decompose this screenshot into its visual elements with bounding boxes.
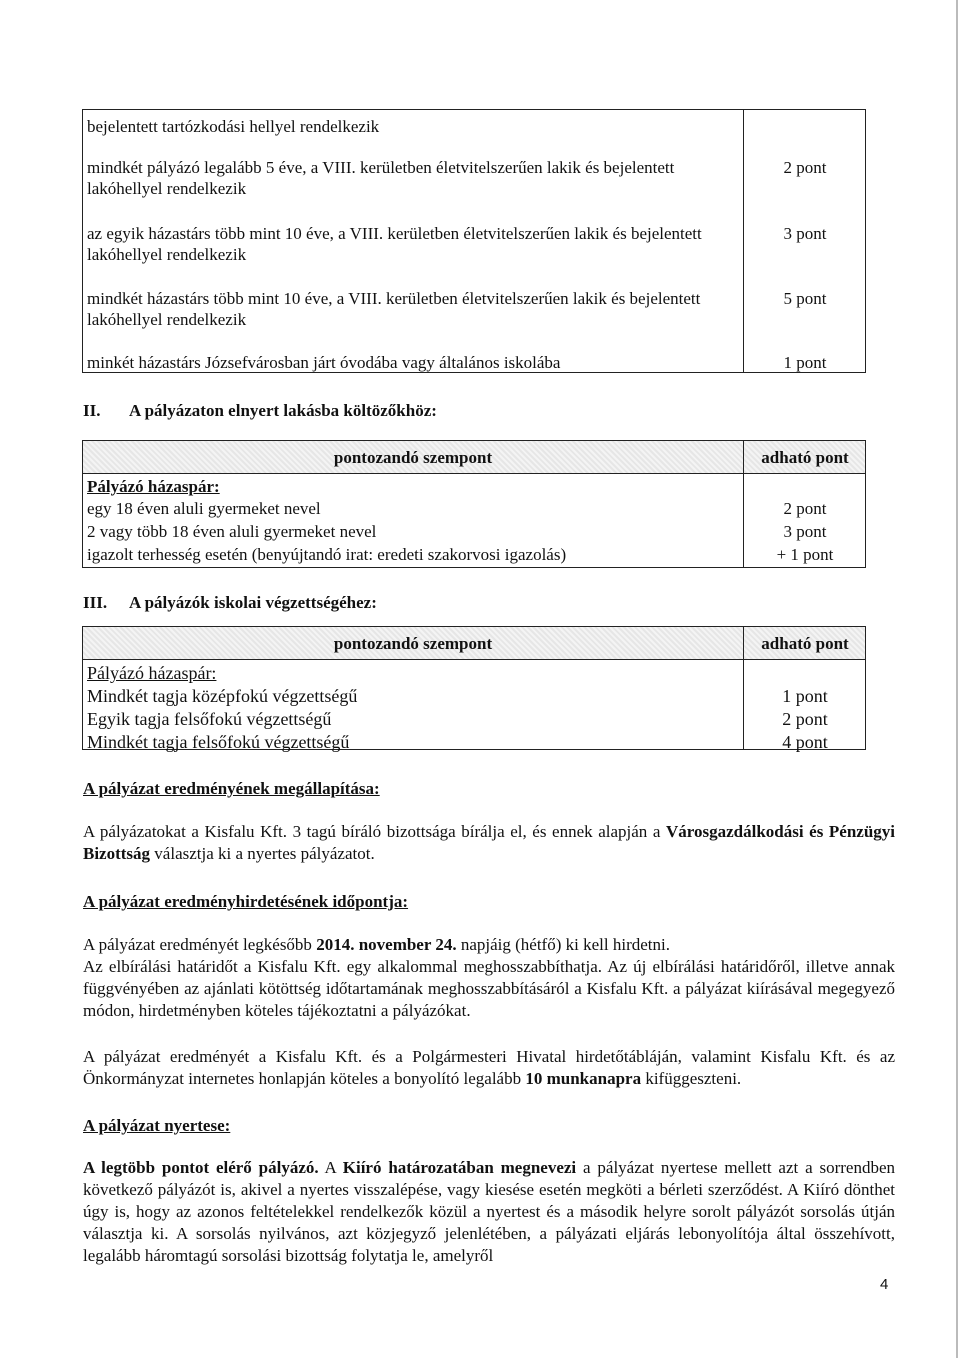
result-paragraph: A pályázatokat a Kisfalu Kft. 3 tagú bíráló bizottsága bírálja el, és ennek alapján a Városgazdálkodási és Pénzügyi Bizottság választja ki a nyertes pályázatot. bbox=[83, 822, 895, 863]
criterion-line: Mindkét tagja középfokú végzettségű bbox=[87, 686, 358, 706]
announcement-extension-paragraph: Az elbírálási határidőt a Kisfalu Kft. egy alkalommal meghosszabbíthatja. Az új elbírálási határidőről, illetve annak függvényében az ajánlati kötöttség időtartamának meghosszabbításáról a Kisfalu Kft. a pályázat kiírásával megegyező módon, hirdetményben köteles tájékoztatni a pályázókat. bbox=[83, 957, 895, 1020]
points-cell: 3 pont bbox=[783, 224, 827, 243]
points-line: + 1 pont bbox=[776, 545, 834, 564]
announcement-publication-paragraph: A pályázat eredményét a Kisfalu Kft. és a Polgármesteri Hivatal hirdetőtábláján, valamint Kisfalu Kft. és az Önkormányzat internetes honlapján köteles a bonyolító legalább 10 munkanapra kifüggeszteni. bbox=[83, 1047, 895, 1088]
points-line: 2 pont bbox=[783, 499, 827, 518]
header-criterion: pontozandó szempont bbox=[333, 448, 493, 467]
winner-paragraph: A legtöbb pontot elérő pályázó. A Kiíró határozatában megnevezi a pályázat nyertese mellett azt a sorrendben következő pályázót is, akivel a nyertes visszalépése, vagy kiesése esetén megköti a bérleti szerződést. A Kiíró dönthet úgy is, hogy az azonos feltételekkel rendelkezők közül a nyertest és a második helyre sorolt pályázót sorsolás útján választja ki. A sorsolás nyilvános, azt közjegyző jelenlétében, a pályázati eljárás lebonyolítója által összehívott, legalább háromtagú sorsolási bizottság folytatja le, amelyről bbox=[83, 1158, 895, 1265]
winner-heading: A pályázat nyertese: bbox=[83, 1116, 231, 1135]
move-in-points-table bbox=[82, 440, 866, 568]
points-line: 3 pont bbox=[783, 522, 827, 541]
education-points-table bbox=[82, 626, 866, 750]
points-cell: 1 pont bbox=[783, 353, 827, 372]
scan-edge-line bbox=[956, 0, 958, 1358]
points-line: 2 pont bbox=[782, 709, 828, 729]
section-title: A pályázók iskolai végzettségéhez: bbox=[129, 593, 377, 612]
criterion-cell: bejelentett tartózkodási hellyel rendelkezik bbox=[87, 117, 380, 136]
criterion-line: egy 18 éven aluli gyermeket nevel bbox=[87, 499, 321, 518]
points-line: 1 pont bbox=[782, 686, 828, 706]
subheading-applicant-couple: Pályázó házaspár: bbox=[87, 477, 220, 496]
criterion-cell: mindkét pályázó legalább 5 éve, a VIII. kerületben életvitelszerűen lakik és bejelentett lakóhellyel rendelkezik bbox=[87, 158, 675, 198]
announcement-heading: A pályázat eredményhirdetésének időpontja: bbox=[83, 892, 409, 911]
criterion-cell: mindkét házastárs több mint 10 éve, a VIII. kerületben életvitelszerűen lakik és bejelentett lakóhellyel rendelkezik bbox=[87, 289, 701, 329]
criterion-cell: az egyik házastárs több mint 10 éve, a VIII. kerületben életvitelszerűen lakik és bejelentett lakóhellyel rendelkezik bbox=[87, 224, 702, 264]
criterion-line: Egyik tagja felsőfokú végzettségű bbox=[87, 709, 332, 729]
subheading-applicant-couple: Pályázó házaspár: bbox=[87, 663, 217, 683]
result-heading: A pályázat eredményének megállapítása: bbox=[83, 779, 380, 798]
header-criterion: pontozandó szempont bbox=[333, 634, 493, 653]
page-number: 4 bbox=[880, 1276, 889, 1293]
section-heading-iii bbox=[83, 592, 377, 613]
residency-points-table bbox=[82, 109, 866, 373]
section-number: III. bbox=[83, 593, 108, 612]
header-points: adható pont bbox=[761, 634, 849, 653]
criterion-line: Mindkét tagja felsőfokú végzettségű bbox=[87, 732, 350, 752]
points-cell: 2 pont bbox=[783, 158, 827, 177]
announcement-deadline-paragraph: A pályázat eredményét legkésőbb 2014. november 24. napjáig (hétfő) ki kell hirdetni. bbox=[83, 935, 670, 954]
section-heading-ii bbox=[83, 400, 437, 421]
points-cell: 5 pont bbox=[783, 289, 827, 308]
section-number: II. bbox=[83, 401, 101, 420]
criterion-cell: minkét házastárs Józsefvárosban járt óvodába vagy általános iskolába bbox=[87, 353, 561, 372]
points-line: 4 pont bbox=[782, 732, 828, 752]
criterion-line: 2 vagy több 18 éven aluli gyermeket nevel bbox=[87, 522, 377, 541]
header-points: adható pont bbox=[761, 448, 849, 467]
section-title: A pályázaton elnyert lakásba költözőkhöz: bbox=[129, 401, 437, 420]
criterion-line: igazolt terhesség esetén (benyújtandó irat: eredeti szakorvosi igazolás) bbox=[87, 545, 567, 564]
